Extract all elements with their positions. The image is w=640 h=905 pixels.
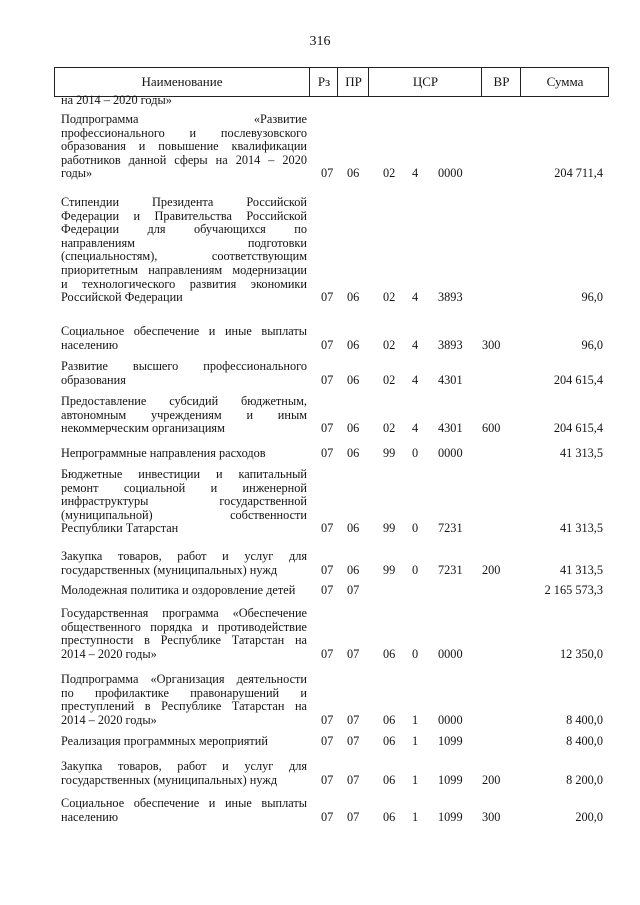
cell-pr: 07 [347, 772, 360, 787]
cell-csr-3: 0000 [438, 646, 463, 661]
cell-csr-1: 02 [383, 337, 396, 352]
row-name-line: 2014 – 2020 годы» [61, 646, 157, 661]
cell-rz: 07 [321, 166, 334, 181]
row-name-line: приоритетным направлениям модернизации [61, 262, 307, 277]
header-sum: Сумма [520, 68, 609, 96]
row-name-line: Федерации и Правительства Российской [61, 208, 307, 223]
row-name-line: (муниципальной) собственности [61, 507, 307, 522]
row-name-line: профессионального и послевузовского [61, 125, 307, 140]
cell-sum: 96,0 [581, 337, 603, 352]
cell-sum: 41 313,5 [559, 446, 603, 460]
cell-csr-1: 02 [383, 166, 396, 181]
row-name [61, 760, 307, 787]
cell-rz: 07 [321, 521, 334, 536]
row-name-line: Закупка товаров, работ и услуг для [61, 759, 307, 773]
row-name-line: работников данной сферы на 2014 – 2020 [61, 152, 307, 167]
row-name [61, 113, 307, 181]
cell-csr-3: 3893 [438, 290, 463, 305]
row-name-line: государственных (муниципальных) нужд [61, 562, 278, 577]
cell-vr: 200 [482, 772, 501, 787]
table-row [0, 584, 640, 598]
cell-rz: 07 [321, 372, 334, 387]
table-row [0, 447, 640, 461]
cell-csr-1: 06 [383, 646, 396, 661]
cell-csr-2: 0 [412, 646, 419, 661]
cell-csr-1: 06 [383, 734, 396, 748]
cell-csr-3: 0000 [438, 712, 463, 727]
table-row [0, 196, 640, 305]
table-row [0, 673, 640, 727]
row-name-line: 2014 – 2020 годы» [61, 712, 157, 727]
table-row [0, 797, 640, 824]
cell-csr-3: 0000 [438, 446, 463, 460]
cell-vr: 600 [482, 421, 501, 436]
row-name [61, 360, 307, 387]
cell-pr: 07 [347, 583, 360, 597]
cell-csr-2: 0 [412, 446, 419, 460]
cell-sum: 200,0 [575, 809, 603, 824]
header-vr: ВР [481, 68, 521, 96]
cell-pr: 07 [347, 646, 360, 661]
cell-csr-3: 4301 [438, 421, 463, 436]
cell-sum: 8 200,0 [566, 772, 603, 787]
cell-csr-1: 99 [383, 562, 396, 577]
row-name-line: Социальное обеспечение и иные выплаты [61, 324, 307, 338]
row-name-line: Стипендии Президента Российской [61, 195, 307, 209]
row-name-line: Бюджетные инвестиции и капитальный [61, 467, 307, 481]
table-row [0, 468, 640, 536]
cell-csr-1: 99 [383, 521, 396, 536]
cell-csr-2: 1 [412, 712, 419, 727]
cell-sum: 204 615,4 [553, 421, 603, 436]
row-name [61, 735, 307, 749]
cell-rz: 07 [321, 809, 334, 824]
cell-csr-2: 4 [412, 166, 419, 181]
cell-csr-1: 06 [383, 712, 396, 727]
row-name-line: государственных (муниципальных) нужд [61, 772, 278, 787]
cell-csr-3: 3893 [438, 337, 463, 352]
table-row [0, 607, 640, 661]
row-name [61, 447, 307, 461]
row-name-line: Социальное обеспечение и иные выплаты [61, 796, 307, 810]
cell-rz: 07 [321, 446, 334, 460]
cell-csr-3: 0000 [438, 166, 463, 181]
cell-csr-2: 4 [412, 421, 419, 436]
cell-sum: 12 350,0 [559, 646, 603, 661]
cell-csr-2: 1 [412, 809, 419, 824]
cell-sum: 8 400,0 [566, 712, 603, 727]
row-name-line: Предоставление субсидий бюджетным, [61, 394, 307, 408]
row-name-line: Подпрограмма «Организация деятельности [61, 672, 307, 686]
cell-rz: 07 [321, 583, 334, 597]
cell-csr-2: 1 [412, 734, 419, 748]
cell-sum: 204 615,4 [553, 372, 603, 387]
cell-pr: 06 [347, 337, 360, 352]
page-number: 316 [309, 34, 331, 49]
cell-rz: 07 [321, 772, 334, 787]
table-row [0, 360, 640, 387]
row-name-line: преступлений в Республике Татарстан на [61, 699, 307, 714]
cell-rz: 07 [321, 646, 334, 661]
header-csr: ЦСР [368, 68, 482, 96]
cell-csr-3: 1099 [438, 734, 463, 748]
table-row [0, 113, 640, 181]
cell-csr-3: 1099 [438, 772, 463, 787]
cell-pr: 06 [347, 421, 360, 436]
row-name-line: общественного порядка и противодействие [61, 619, 307, 634]
row-name-line: (специальностям), соответствующим [61, 249, 307, 264]
cell-sum: 204 711,4 [554, 166, 603, 181]
row-name [61, 584, 307, 598]
cell-pr: 07 [347, 734, 360, 748]
row-name-line: направлениям подготовки [61, 235, 307, 250]
row-name [61, 468, 307, 536]
cell-csr-1: 02 [383, 372, 396, 387]
cell-csr-3: 1099 [438, 809, 463, 824]
row-name-line: автономным учреждениям и иным [61, 407, 307, 422]
cell-csr-3: 7231 [438, 562, 463, 577]
table-row [0, 550, 640, 577]
row-name-line: некоммерческим организациям [61, 421, 225, 436]
cell-pr: 07 [347, 712, 360, 727]
row-name [61, 325, 307, 352]
row-name-line: Республики Татарстан [61, 521, 179, 536]
row-name-line: преступности в Республике Татарстан на [61, 633, 307, 648]
cell-csr-2: 0 [412, 521, 419, 536]
cell-rz: 07 [321, 734, 334, 748]
row-name-line: и технологического развития экономики [61, 276, 307, 291]
cell-pr: 06 [347, 521, 360, 536]
table-row [0, 735, 640, 749]
table-row [0, 325, 640, 352]
cell-sum: 2 165 573,3 [544, 583, 603, 597]
row-name-line: Молодежная политика и оздоровление детей [61, 583, 296, 597]
cell-rz: 07 [321, 562, 334, 577]
cell-csr-1: 02 [383, 421, 396, 436]
cell-pr: 07 [347, 809, 360, 824]
cell-pr: 06 [347, 290, 360, 305]
row-name [61, 797, 307, 824]
row-name-line: образования и повышение квалификации [61, 139, 307, 154]
cell-vr: 300 [482, 809, 501, 824]
cell-vr: 300 [482, 337, 501, 352]
row-name-line: Реализация программных мероприятий [61, 734, 268, 748]
row-name-line: Федерации для обучающихся по [61, 222, 307, 237]
cell-sum: 8 400,0 [566, 734, 603, 748]
row-name-line: годы» [61, 166, 93, 181]
cell-csr-3: 4301 [438, 372, 463, 387]
cell-pr: 06 [347, 372, 360, 387]
row-name-line: Государственная программа «Обеспечение [61, 606, 307, 620]
row-name [61, 673, 307, 727]
cell-csr-3: 7231 [438, 521, 463, 536]
row-name-line: Подпрограмма «Развитие [61, 112, 307, 126]
cell-pr: 06 [347, 562, 360, 577]
table-row [0, 760, 640, 787]
cell-csr-1: 02 [383, 290, 396, 305]
cell-csr-2: 0 [412, 562, 419, 577]
row-name [61, 395, 307, 436]
cell-csr-1: 06 [383, 809, 396, 824]
header-name: Наименование [141, 74, 223, 89]
row-name-line: по профилактике правонарушений и [61, 685, 307, 700]
cell-rz: 07 [321, 290, 334, 305]
cell-rz: 07 [321, 421, 334, 436]
row-name-line: инфраструктуры государственной [61, 494, 307, 509]
row-name-line: Непрограммные направления расходов [61, 446, 266, 460]
row-name-line: Российской Федерации [61, 290, 183, 305]
cell-csr-1: 06 [383, 772, 396, 787]
table-row [0, 395, 640, 436]
cell-sum: 41 313,5 [559, 562, 603, 577]
cell-csr-2: 4 [412, 337, 419, 352]
cell-pr: 06 [347, 166, 360, 181]
cell-pr: 06 [347, 446, 360, 460]
cell-csr-2: 4 [412, 290, 419, 305]
cell-csr-1: 99 [383, 446, 396, 460]
row-name [61, 196, 307, 305]
cell-sum: 96,0 [581, 290, 603, 305]
cell-rz: 07 [321, 337, 334, 352]
cell-csr-2: 1 [412, 772, 419, 787]
row-name [61, 607, 307, 661]
header-rz: Рз [309, 68, 338, 96]
cell-sum: 41 313,5 [559, 521, 603, 536]
cell-vr: 200 [482, 562, 501, 577]
row-name-line: Закупка товаров, работ и услуг для [61, 549, 307, 563]
row-name-line: образования [61, 372, 126, 387]
row-name [61, 550, 307, 577]
row-name-line: населению [61, 337, 119, 352]
header-pr: ПР [337, 68, 369, 96]
cell-rz: 07 [321, 712, 334, 727]
row-name-line: населению [61, 809, 119, 824]
cell-csr-2: 4 [412, 372, 419, 387]
row-name-line: ремонт социальной и инженерной [61, 480, 307, 495]
row-name-line: Развитие высшего профессионального [61, 359, 307, 373]
